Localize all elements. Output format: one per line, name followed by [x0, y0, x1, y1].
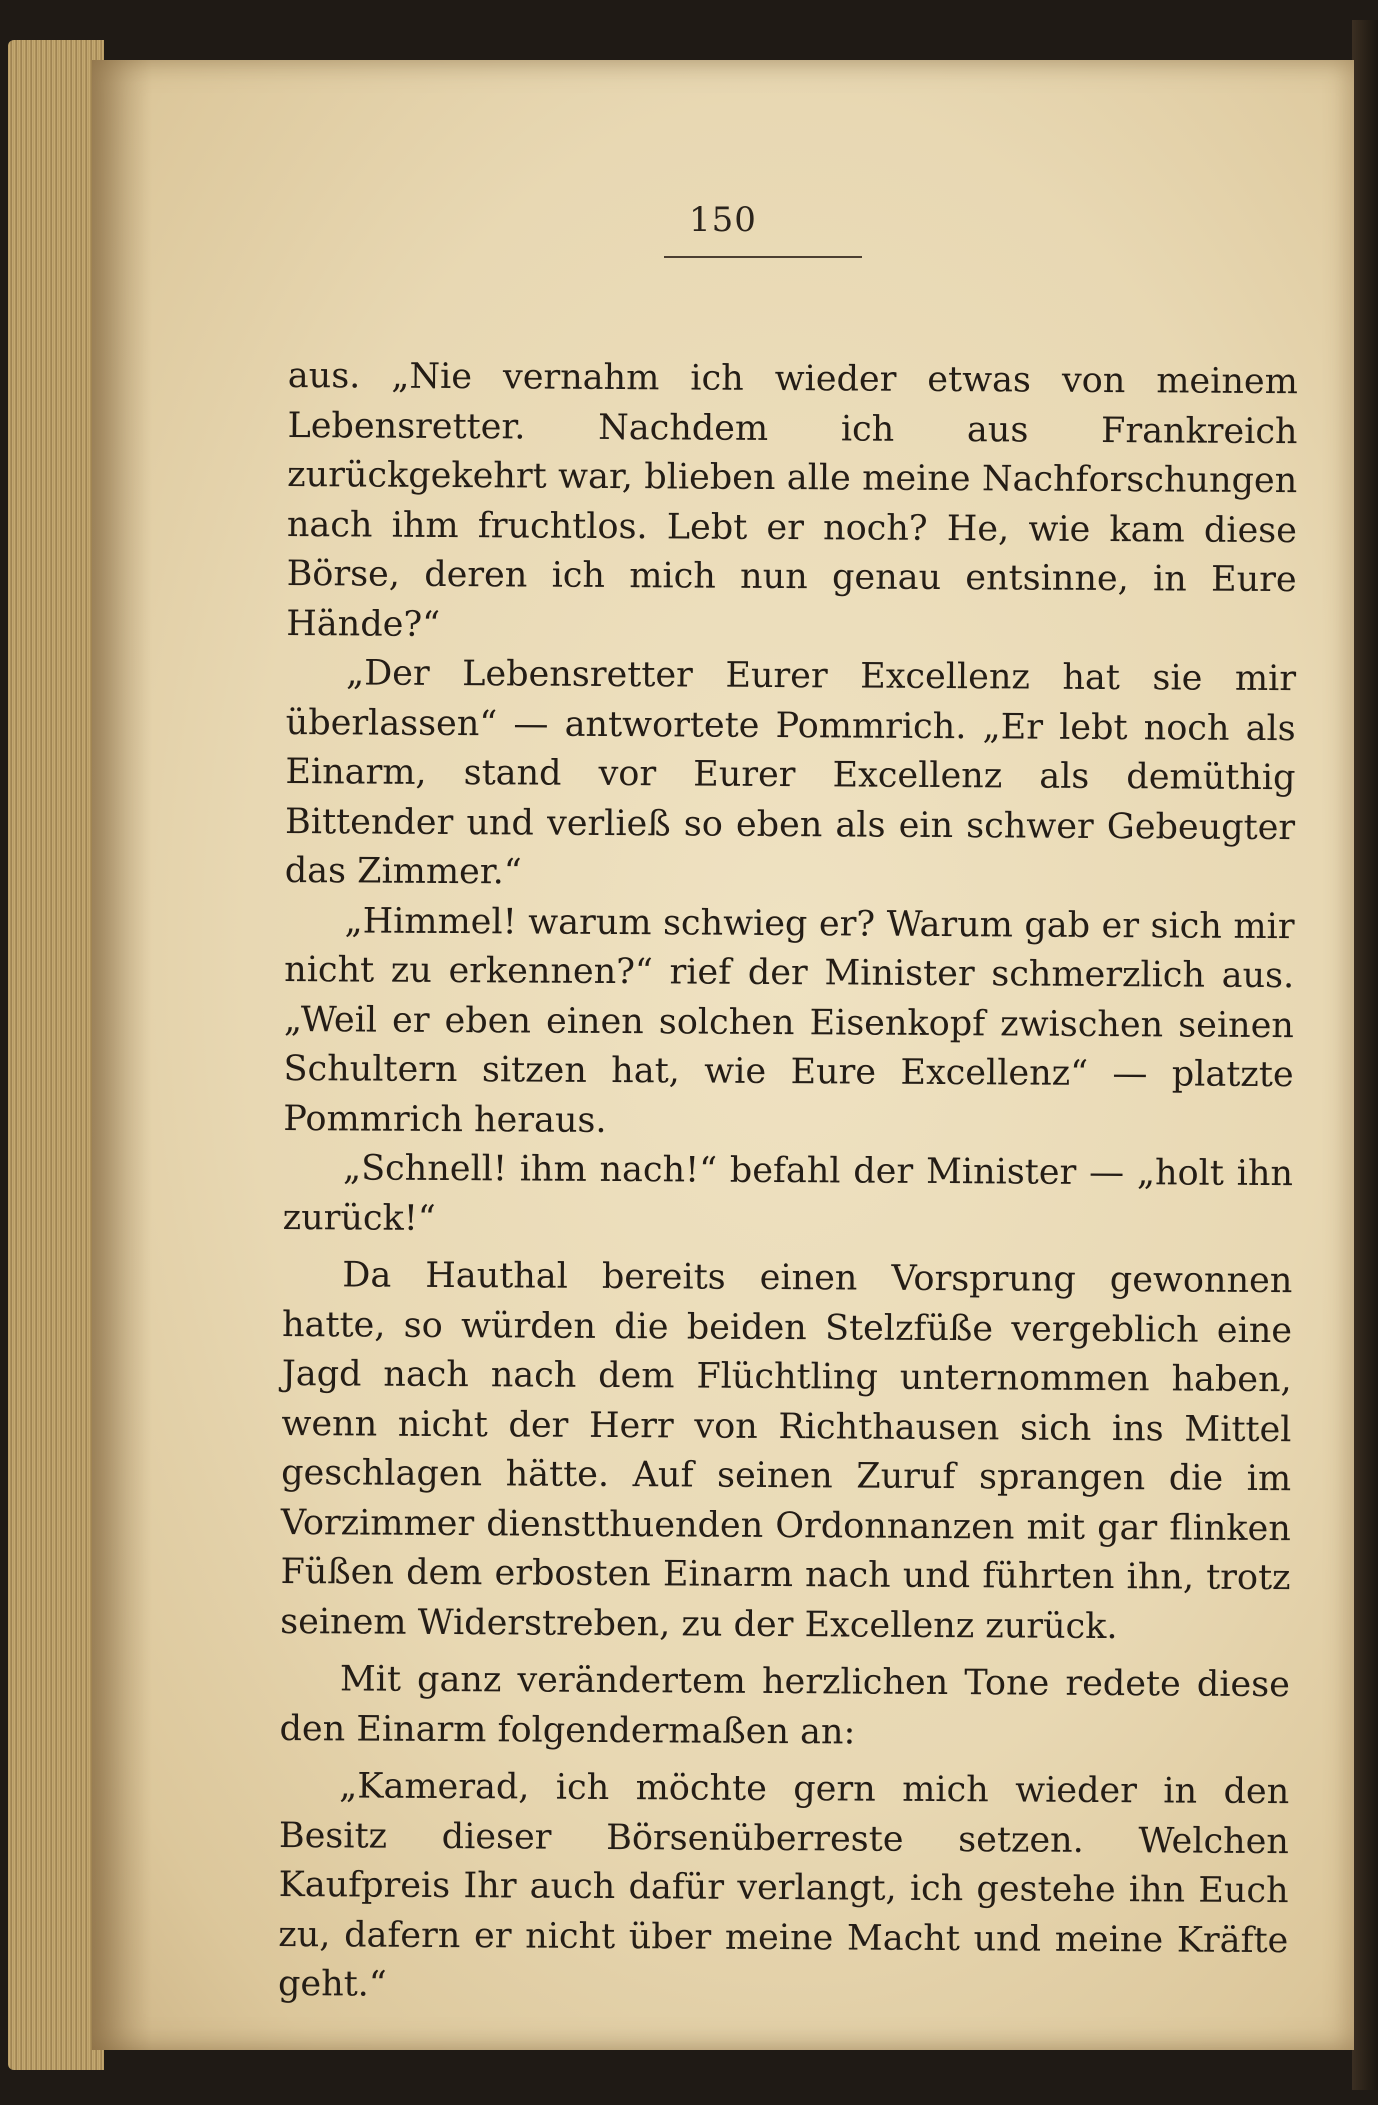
- book-page: [92, 60, 1354, 2050]
- paragraph: „Schnell! ihm nach!“ befahl der Minister — „holt ihn zurück!“: [282, 1148, 1294, 1239]
- page-edges: [8, 40, 104, 2070]
- paragraph: Mit ganz verändertem herzlichen Tone redete diese den Einarm folgendermaßen an:: [279, 1659, 1290, 1752]
- paragraph: Da Hauthal bereits einen Vorsprung gewonnen hatte, so würden die beiden Stelzfüße vergeblich eine Jagd nach nach dem Flüchtling unternommen haben, wenn nicht der Herr von Richthausen sich ins Mittel geschlagen hätte. Auf seinen Zuruf sprangen die im Vorzimmer dienstthuenden Ordonnanzen mit gar flinken Füßen dem erbosten Einarm nach und führten ihn, trotz seinem Widerstreben, zu der Excellenz zurück.: [280, 1255, 1293, 1647]
- paragraph: „Der Lebensretter Eurer Excellenz hat sie mir überlassen“ — antwortete Pommrich. „Er lebt noch als Einarm, stand vor Eurer Excellenz als demüthig Bittender und verließ so eben als ein schwer Gebeugter das Zimmer.“: [284, 653, 1297, 893]
- paragraph: „Himmel! warum schwieg er? Warum gab er sich mir nicht zu erkennen?“ rief der Minister schmerzlich aus. „Weil er eben einen solchen Eisenkopf zwischen seinen Schultern sitzen hat, wie Eure Excellenz“ — platzte Pommrich heraus.: [283, 900, 1295, 1141]
- body-text: [278, 352, 1298, 2016]
- gutter-shadow: [92, 60, 152, 2050]
- paragraph: „Kamerad, ich möchte gern mich wieder in den Besitz dieser Börsenüberreste setzen. Welchen Kaufpreis Ihr auch dafür verlangt, ich gestehe ihn Euch zu, dafern er nicht über meine Macht und meine Kräfte geht.“: [277, 1766, 1290, 2005]
- header-rule: [664, 256, 862, 258]
- book-cover-edge: [1352, 20, 1378, 2090]
- page-number: 150: [689, 200, 757, 240]
- paragraph: aus. „Nie vernahm ich wieder etwas von meinem Lebensretter. Nachdem ich aus Frankreich zurückgekehrt war, blieben alle meine Nachforschungen nach ihm fruchtlos. Lebt er noch? He, wie kam diese Börse, deren ich mich nun genau entsinne, in Eure Hände?“: [286, 355, 1298, 645]
